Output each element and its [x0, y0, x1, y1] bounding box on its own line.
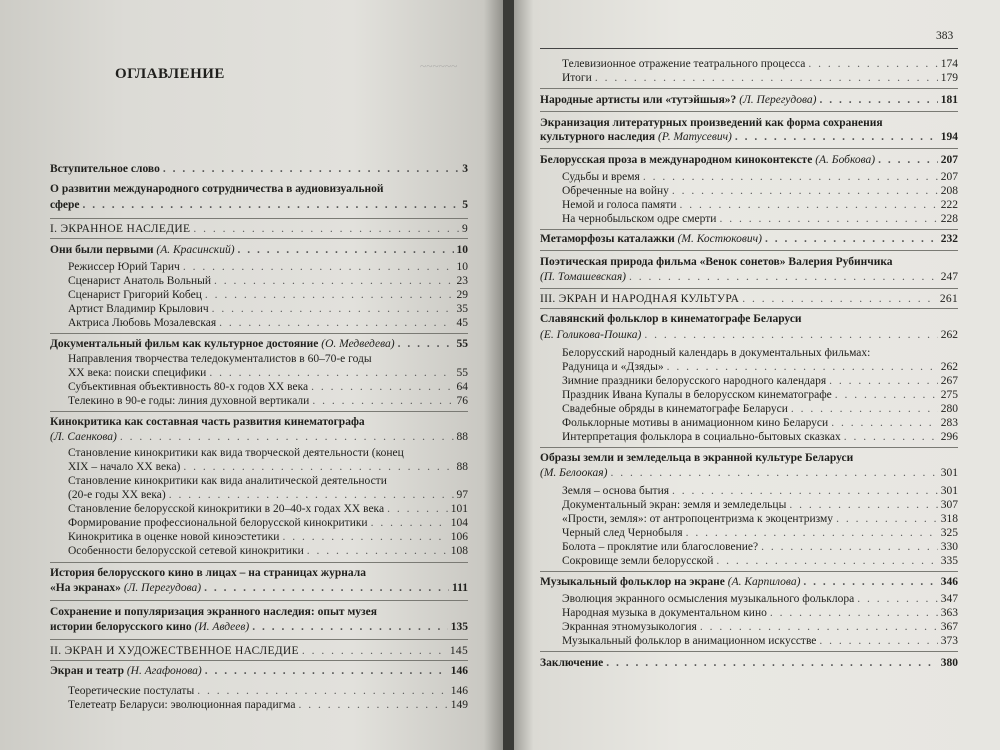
toc-subentry: Экранная этномузыкология . . . 367	[562, 620, 958, 634]
toc-subentry: Радуница и «Дзяды» . . . 262	[562, 360, 958, 374]
header-rule	[540, 48, 958, 49]
toc-entry-museum-line1: Сохранение и популяризация экранного наследия: опыт музея	[50, 606, 377, 618]
toc-entry-doc: Документальный фильм как культурное достояние (О. Медведева) . . . 55	[50, 337, 468, 351]
toc-entry-first: Они были первыми (А. Красинский) . . . 10	[50, 243, 468, 257]
toc-subentry: Кинокритика в оценке новой киноэстетики . . . 106	[68, 530, 468, 544]
divider	[540, 148, 958, 149]
toc-entry-music: Музыкальный фольклор на экране (А. Карпилова) . . . 346	[540, 575, 958, 589]
toc-subentry: Субъективная объективность 80-х годов XX века . . . 64	[68, 380, 468, 394]
toc-subentry: На чернобыльском одре смерти . . . 228	[562, 212, 958, 226]
toc-subentry-line: Становление кинокритики как вида аналитической деятельности	[68, 475, 387, 487]
divider	[50, 600, 468, 601]
section-heading-1: I. ЭКРАННОЕ НАСЛЕДИЕ . . . 9	[50, 222, 468, 236]
toc-title: ОГЛАВЛЕНИЕ	[115, 66, 225, 82]
toc-entry-theatre: Экран и театр (Н. Агафонова) . . . 146	[50, 664, 468, 678]
toc-entry-screen-line1: Экранизация литературных произведений как форма сохранения	[540, 117, 883, 129]
toc-subentry: XX века: поиски специфики . . . 55	[68, 366, 468, 380]
toc-subentry: Теоретические постулаты . . . 146	[68, 684, 468, 698]
toc-subentry: Праздник Ивана Купалы в белорусском кинематографе . . . 275	[562, 388, 958, 402]
toc-subentry: Судьбы и время . . . 207	[562, 170, 958, 184]
toc-subentry: Артист Владимир Крылович . . . 35	[68, 302, 468, 316]
toc-subentry: Сокровище земли белорусской . . . 335	[562, 554, 958, 568]
toc-entry-slav-line1: Славянский фольклор в кинематографе Беларуси	[540, 313, 802, 325]
toc-subentry: Документальный экран: земля и земледельцы . . . 307	[562, 498, 958, 512]
toc-subentry: Телевизионное отражение театрального процесса . . . 174	[562, 57, 958, 71]
toc-entry-poetic: (П. Томашевская) . . . 247	[540, 270, 958, 284]
toc-entry-hist: «На экранах» (Л. Перегудова) . . . 111	[50, 581, 468, 595]
toc-subentry: Фольклорные мотивы в анимационном кино Беларуси . . . 283	[562, 416, 958, 430]
section-heading-2: II. ЭКРАН И ХУДОЖЕСТВЕННОЕ НАСЛЕДИЕ . . . 145	[50, 644, 468, 658]
toc-entry-artists: Народные артисты или «тутэйшыя»? (Л. Перегудова) . . . 181	[540, 93, 958, 107]
toc-subentry-line: Становление кинокритики как вида творческой деятельности (конец	[68, 447, 404, 459]
toc-entry-intl: сфере . . . 5	[50, 198, 468, 212]
toc-subentry: Черный след Чернобыля . . . 325	[562, 526, 958, 540]
divider	[50, 411, 468, 412]
toc-subentry: Телекино в 90-е годы: линия духовной вертикали . . . 76	[68, 394, 468, 408]
divider	[540, 229, 958, 230]
section-heading-3: III. ЭКРАН И НАРОДНАЯ КУЛЬТУРА . . . 261	[540, 292, 958, 306]
toc-entry-crit-line1: Кинокритика как составная часть развития кинематографа	[50, 416, 365, 428]
divider	[540, 308, 958, 309]
toc-subentry: Обреченные на войну . . . 208	[562, 184, 958, 198]
toc-subentry: Режиссер Юрий Тарич . . . 10	[68, 260, 468, 274]
toc-subentry: Болота – проклятие или благословение? . . . 330	[562, 540, 958, 554]
toc-subentry: «Прости, земля»: от антропоцентризма к экоцентризму . . . 318	[562, 512, 958, 526]
toc-entry-screen: культурного наследия (Р. Матусевич) . . . 194	[540, 130, 958, 144]
toc-subentry: Сценарист Анатоль Вольный . . . 23	[68, 274, 468, 288]
toc-entry-earth: (М. Белоокая) . . . 301	[540, 466, 958, 480]
toc-entry-slav: (Е. Голикова-Пошка) . . . 262	[540, 328, 958, 342]
divider	[540, 250, 958, 251]
toc-subentry: Музыкальный фольклор в анимационном искусстве . . . 373	[562, 634, 958, 648]
divider	[50, 660, 468, 661]
toc-subentry: Телетеатр Беларуси: эволюционная парадигма . . . 149	[68, 698, 468, 712]
page-number: 383	[936, 30, 954, 42]
toc-subentry: Особенности белорусской сетевой кинокритики . . . 108	[68, 544, 468, 558]
toc-entry-museum: истории белорусского кино (И. Авдеев) . . . 135	[50, 620, 468, 634]
toc-subentry: Становление белорусской кинокритики в 20–40-х годах XX века . . . 101	[68, 502, 468, 516]
divider	[50, 333, 468, 334]
toc-entry-crit: (Л. Саенкова) . . . 88	[50, 430, 468, 444]
divider	[50, 238, 468, 239]
toc-entry-intl-line1: О развитии международного сотрудничества в аудиовизуальной	[50, 183, 384, 195]
toc-subentry: Итоги . . . 179	[562, 71, 958, 85]
divider	[540, 111, 958, 112]
divider	[50, 562, 468, 563]
toc-subentry-line: Направления творчества теледокументалистов в 60–70-е годы	[68, 353, 372, 365]
toc-subentry: Земля – основа бытия . . . 301	[562, 484, 958, 498]
divider	[50, 218, 468, 219]
toc-entry-prose: Белорусская проза в международном киноконтексте (А. Бобкова) . . . 207	[540, 153, 958, 167]
divider	[540, 571, 958, 572]
toc-subentry: Немой и голоса памяти . . . 222	[562, 198, 958, 212]
toc-entry-meta: Метаморфозы каталажки (М. Костюкович) . . . 232	[540, 232, 958, 246]
toc-subentry: Интерпретация фольклора в социально-бытовых сказках . . . 296	[562, 430, 958, 444]
divider	[50, 639, 468, 640]
toc-subentry: Эволюция экранного осмысления музыкального фольклора . . . 347	[562, 592, 958, 606]
toc-subentry: Народная музыка в документальном кино . . . 363	[562, 606, 958, 620]
divider	[540, 651, 958, 652]
divider	[540, 88, 958, 89]
divider	[540, 288, 958, 289]
toc-subentry-line: Белорусский народный календарь в документальных фильмах:	[562, 347, 871, 359]
toc-subentry: (20-е годы XX века) . . . 97	[68, 488, 468, 502]
divider	[540, 447, 958, 448]
toc-entry-poetic-line1: Поэтическая природа фильма «Венок сонетов» Валерия Рубинчика	[540, 256, 893, 268]
toc-subentry: Формирование профессиональной белорусской кинокритики . . . 104	[68, 516, 468, 530]
toc-subentry: XIX – начало XX века) . . . 88	[68, 460, 468, 474]
toc-subentry: Свадебные обряды в кинематографе Беларуси . . . 280	[562, 402, 958, 416]
toc-subentry: Зимние праздники белорусского народного календаря . . . 267	[562, 374, 958, 388]
toc-entry-conclusion: Заключение . . . 380	[540, 656, 958, 670]
toc-entry-hist-line1: История белорусского кино в лицах – на страницах журнала	[50, 567, 366, 579]
toc-entry-earth-line1: Образы земли и земледельца в экранной культуре Беларуси	[540, 452, 854, 464]
toc-subentry: Сценарист Григорий Кобец . . . 29	[68, 288, 468, 302]
toc-subentry: Актриса Любовь Мозалевская . . . 45	[68, 316, 468, 330]
toc-entry-intro: Вступительное слово . . . 3	[50, 162, 468, 176]
show-through: ~~~~~~	[420, 61, 458, 73]
